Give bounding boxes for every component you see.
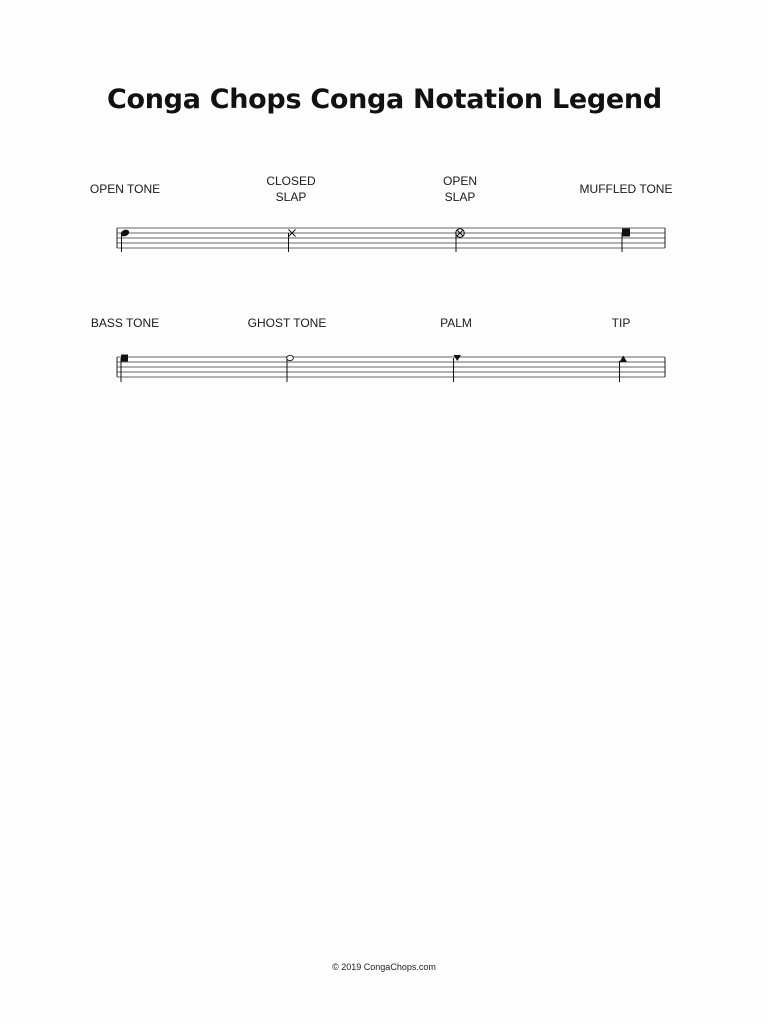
label-bass-tone: BASS TONE	[90, 316, 160, 330]
filled-square-notehead-icon	[622, 229, 630, 253]
staff-lines	[117, 228, 665, 248]
filled-oval-notehead-icon	[120, 228, 130, 252]
staff-row-1	[0, 222, 768, 262]
label-open-tone: OPEN TONE	[89, 182, 161, 196]
label-open-slap: OPEN SLAP	[442, 174, 478, 204]
copyright-footer: © 2019 CongaChops.com	[332, 962, 436, 972]
staff-lines	[117, 357, 665, 377]
label-palm: PALM	[440, 316, 472, 330]
hollow-oval-notehead-icon	[287, 355, 294, 382]
label-closed-slap: CLOSED SLAP	[266, 174, 316, 204]
filled-square-notehead-icon	[121, 355, 128, 383]
down-triangle-notehead-icon	[454, 355, 462, 382]
circled-x-notehead-icon	[456, 229, 465, 252]
up-triangle-notehead-icon	[620, 356, 628, 383]
page-title: Conga Chops Conga Notation Legend	[107, 84, 662, 115]
label-ghost-tone: GHOST TONE	[247, 316, 327, 330]
staff-row-2	[0, 349, 768, 389]
label-muffled-tone: MUFFLED TONE	[579, 182, 673, 196]
label-tip: TIP	[611, 316, 631, 330]
